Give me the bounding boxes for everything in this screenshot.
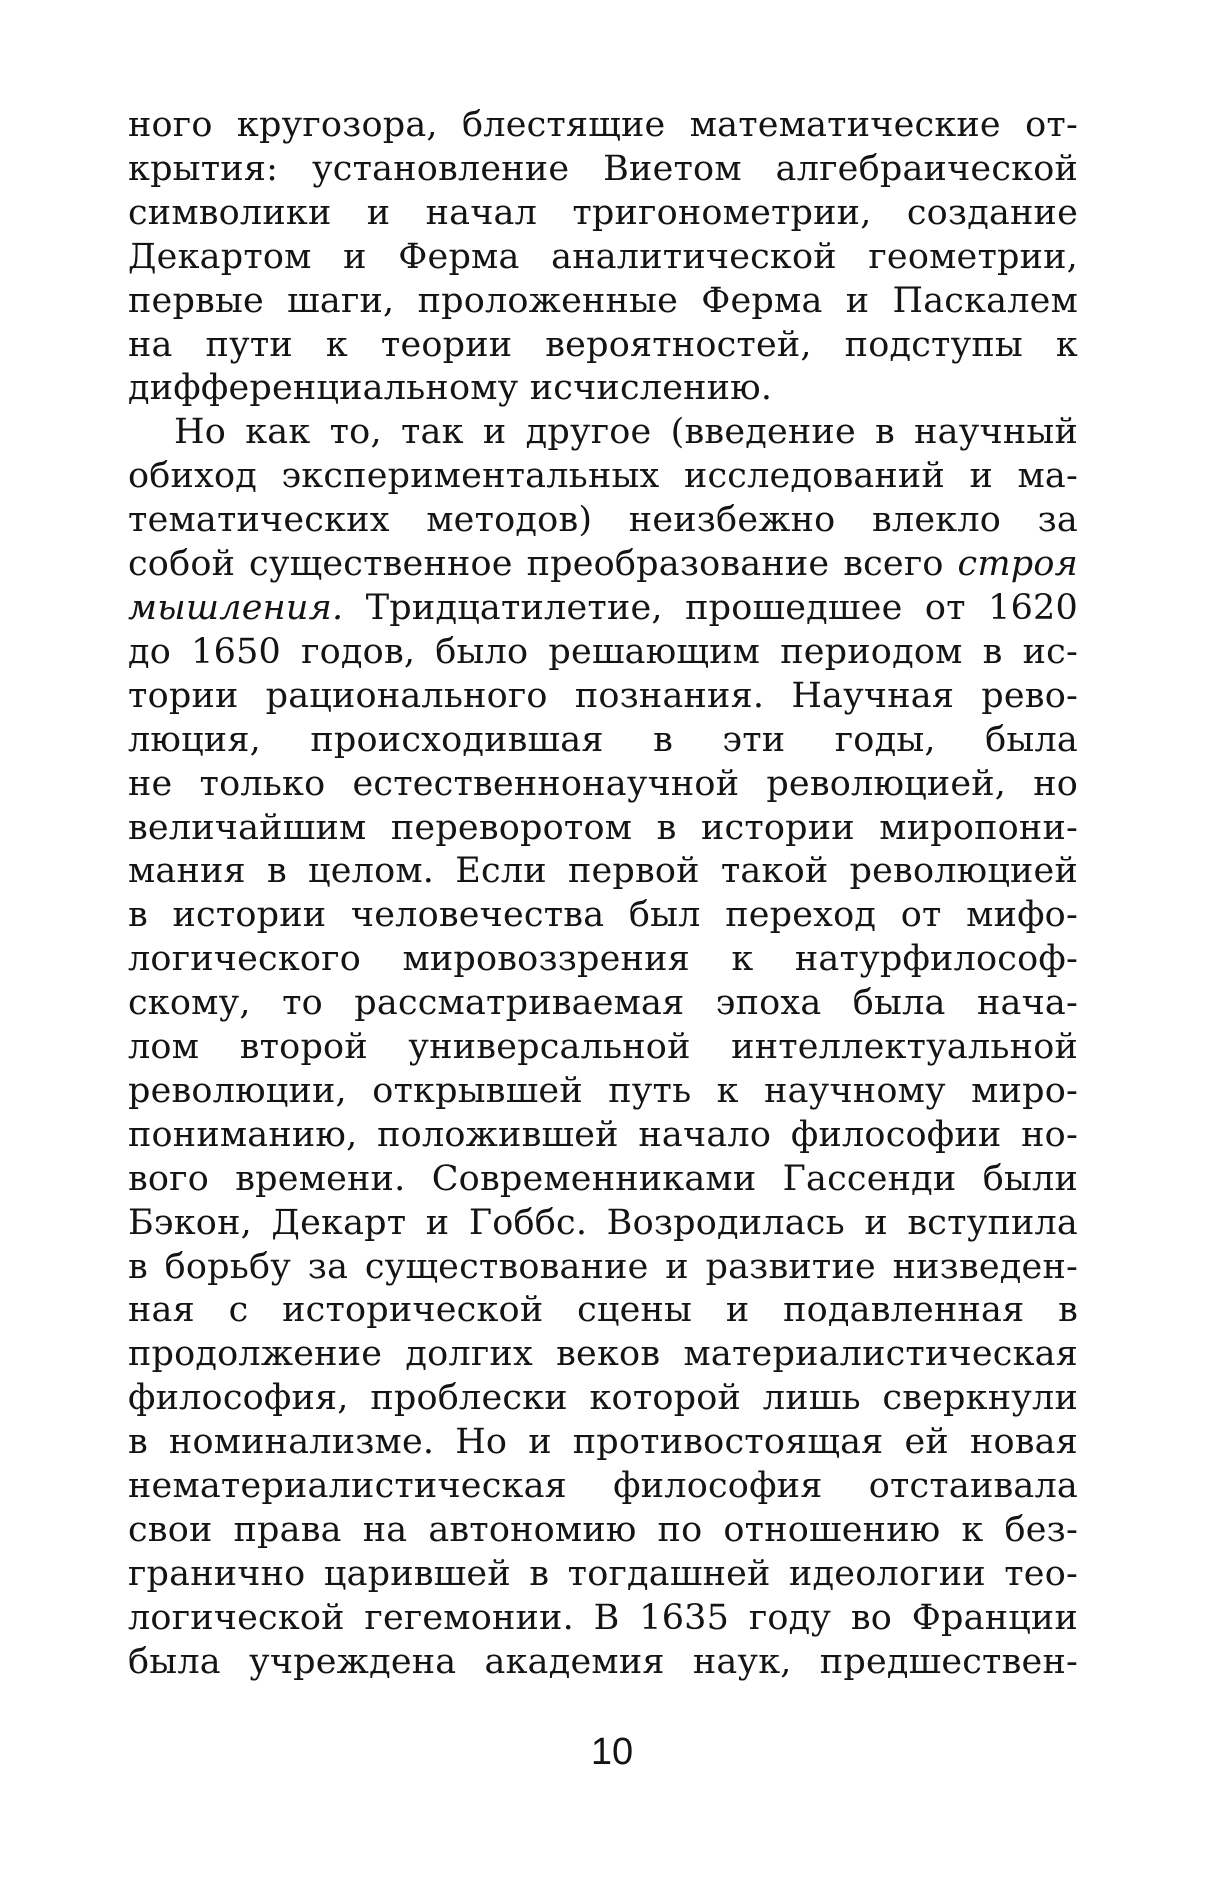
text-line: ная с исторической сцены и подавленная в [128,1290,1078,1331]
text-line [128,543,1078,587]
text-line: в истории человечества был переход от мифо- [128,895,1078,936]
text-line: до 1650 годов, было решающим периодом в ис- [128,631,1078,672]
text-line: не только естественнонаучной революцией, но [128,763,1078,804]
text-line: величайшим переворотом в истории миропони- [128,807,1078,848]
text-line: продолжение долгих веков материалистическая [128,1334,1078,1375]
paragraph-2 [128,411,1078,1684]
text-line: гранично царившей в тогдашней идеологии тео- [128,1553,1078,1594]
text-line: скому, то рассматриваемая эпоха была нача- [128,983,1078,1024]
paragraph-1 [128,104,1078,411]
text-line: лом второй универсальной интеллектуальной [128,1027,1078,1068]
emphasis-text: строя [957,544,1078,585]
text-line: Декартом и Ферма аналитической геометрии, [128,236,1078,277]
text-line: Но как то, так и другое (введение в научный [174,412,1078,453]
text-line: первые шаги, проложенные Ферма и Паскалем [128,280,1078,321]
text-run: Тридцатилетие, прошедшее от 1620 [343,587,1078,628]
text-line: люция, происходившая в эти годы, была [128,719,1078,760]
text-line: была учреждена академия наук, предшествен- [128,1641,1078,1682]
text-line: в борьбу за существование и развитие низведен- [128,1246,1078,1287]
text-line: логического мировоззрения к натурфилософ- [128,939,1078,980]
text-line: пониманию, положившей начало философии но- [128,1114,1078,1155]
text-line: вого времени. Современниками Гассенди были [128,1158,1078,1199]
text-line: ного кругозора, блестящие математические от- [128,105,1078,145]
text-line: логической гегемонии. В 1635 году во Франции [128,1597,1078,1638]
text-line: дифференциальному исчислению. [128,368,773,409]
page-number: 10 [590,1731,634,1773]
text-line: тематических методов) неизбежно влекло за [128,500,1078,541]
text-line: философия, проблески которой лишь сверкнули [128,1378,1078,1419]
text-run: собой существенное преобразование всего [128,544,958,585]
text-line: обиход экспериментальных исследований и ма- [128,456,1078,497]
text-line: мания в целом. Если первой такой революцией [128,851,1078,892]
text-line: свои права на автономию по отношению к без- [128,1510,1078,1550]
text-line [128,587,1078,631]
text-line: революции, открывшей путь к научному миро- [128,1070,1078,1111]
emphasis-text: мышления. [128,587,344,628]
text-line: крытия: установление Виетом алгебраической [128,148,1078,189]
text-line: на пути к теории вероятностей, подступы к [128,324,1078,365]
text-line: Бэкон, Декарт и Гоббс. Возродилась и вступила [128,1202,1078,1243]
text-line: нематериалистическая философия отстаивала [128,1466,1078,1507]
text-line: тории рационального познания. Научная рево- [128,675,1078,716]
text-line: символики и начал тригонометрии, создание [128,192,1078,233]
text-line: в номинализме. Но и противостоящая ей новая [128,1422,1078,1463]
body-text [128,104,1078,1685]
